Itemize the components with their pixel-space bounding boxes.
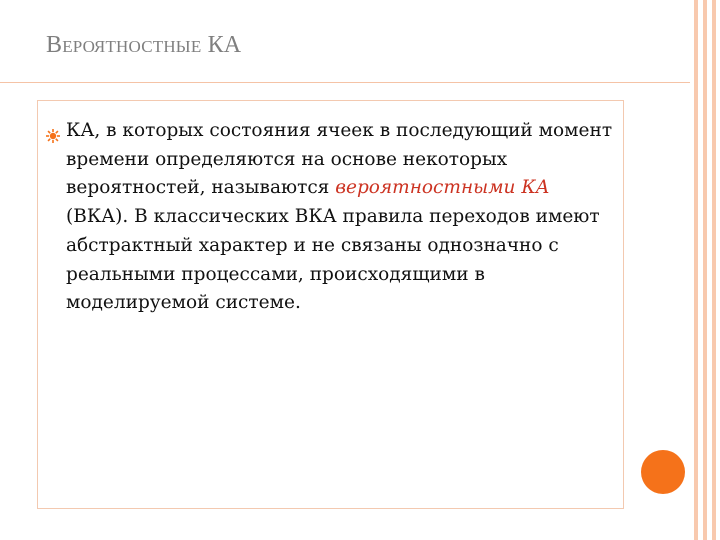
title-divider (0, 82, 690, 83)
paragraph-text-end: (ВКА). В классических ВКА правила переходов имеют абстрактный характер и не связаны однозначно с реальными процессами, происходящими в моделируемой системе. (66, 206, 600, 314)
paragraph-text-start: КА, в которых состояния ячеек в последующий момент времени определяются на основе некоторых вероятностей, называются (66, 120, 613, 199)
decorative-stripes (690, 0, 720, 540)
slide-title: Вероятностные КА (46, 32, 242, 58)
accent-circle (641, 450, 685, 494)
stripe (703, 0, 707, 540)
sun-bullet-icon (46, 129, 60, 143)
body-paragraph (66, 117, 616, 318)
stripe (694, 0, 698, 540)
stripe (712, 0, 716, 540)
highlighted-term: вероятностными КА (335, 177, 550, 199)
